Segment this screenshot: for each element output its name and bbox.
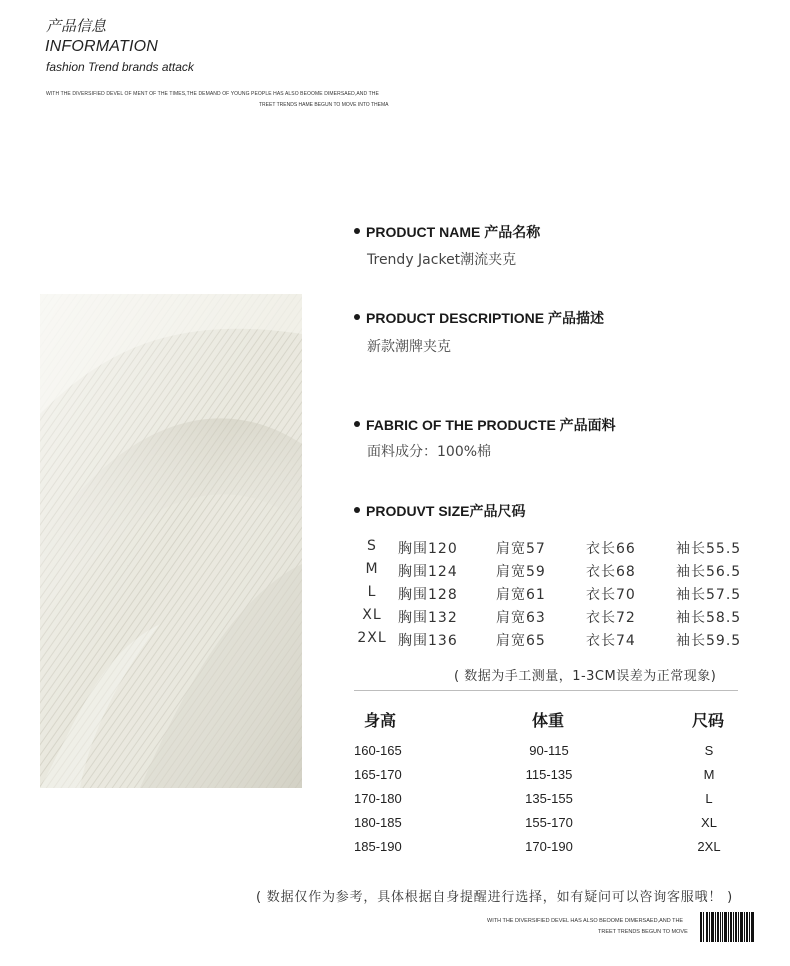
height-cell: 185-190 bbox=[354, 839, 402, 854]
chest-value: 胸围124 bbox=[398, 564, 458, 580]
bullet-icon bbox=[354, 228, 360, 234]
length-value: 衣长74 bbox=[586, 633, 636, 649]
chest-value: 胸围120 bbox=[398, 541, 458, 557]
header-height: 身高 bbox=[363, 711, 396, 730]
height-cell: 170-180 bbox=[354, 791, 402, 806]
size-row bbox=[354, 607, 754, 627]
sleeve-value: 袖长59.5 bbox=[676, 633, 742, 649]
bullet-icon bbox=[354, 314, 360, 320]
footer-small-text-2: TREET TRENDS BEGUN TO MOVE bbox=[598, 929, 688, 935]
product-description-label-text: PRODUCT DESCRIPTIONE 产品描述 bbox=[366, 310, 605, 326]
table-row bbox=[354, 791, 754, 809]
barcode-icon bbox=[700, 912, 754, 942]
size-row bbox=[354, 561, 754, 581]
length-value: 衣长72 bbox=[586, 610, 636, 626]
table-row bbox=[354, 743, 754, 761]
footer-small-text-1: WITH THE DIVERSIFIED DEVEL HAS ALSO BEOOME DIMERSAED,AND THE bbox=[487, 918, 684, 924]
size-value: XL bbox=[362, 607, 382, 623]
product-size-label bbox=[354, 501, 525, 521]
weight-cell: 155-170 bbox=[525, 815, 573, 830]
size-cell: S bbox=[704, 743, 714, 758]
fabric-photo bbox=[40, 294, 302, 788]
product-description-value: 新款潮牌夹克 bbox=[367, 339, 451, 355]
weight-cell: 90-115 bbox=[529, 743, 569, 758]
size-cell: XL bbox=[701, 815, 717, 830]
reference-note: ( 数据仅作为参考，具体根据自身提醒进行选择，如有疑问可以咨询客服哦！ ) bbox=[256, 890, 734, 905]
sleeve-value: 袖长56.5 bbox=[676, 564, 742, 580]
header-small-text-2: TREET TRENDS HAME BEGUN TO MOVE INTO THEMA bbox=[259, 102, 389, 108]
divider bbox=[354, 690, 738, 691]
table-row bbox=[354, 839, 754, 857]
shoulder-value: 肩宽57 bbox=[496, 541, 546, 557]
header-small-text-1: WITH THE DIVERSIFIED DEVEL OF MENT OF THE TIMES,THE DEMAND OF YOUNG PEOPLE HAS ALSO BEOOME DIMERSAED,AND THE bbox=[46, 91, 379, 97]
product-name-value: Trendy Jacket潮流夹克 bbox=[367, 252, 517, 268]
header-weight: 体重 bbox=[531, 711, 564, 730]
size-row bbox=[354, 584, 754, 604]
product-size-label-text: PRODUVT SIZE产品尺码 bbox=[366, 503, 526, 519]
weight-cell: 135-155 bbox=[525, 791, 573, 806]
size-value: M bbox=[365, 561, 379, 577]
bullet-icon bbox=[354, 421, 360, 427]
height-cell: 160-165 bbox=[354, 743, 402, 758]
shoulder-value: 肩宽59 bbox=[496, 564, 546, 580]
shoulder-value: 肩宽63 bbox=[496, 610, 546, 626]
table-row bbox=[354, 815, 754, 833]
sleeve-value: 袖长58.5 bbox=[676, 610, 742, 626]
height-cell: 180-185 bbox=[354, 815, 402, 830]
size-cell: M bbox=[703, 767, 715, 782]
shoulder-value: 肩宽65 bbox=[496, 633, 546, 649]
sleeve-value: 袖长55.5 bbox=[676, 541, 742, 557]
size-value: 2XL bbox=[357, 630, 387, 646]
fabric-label bbox=[354, 415, 616, 435]
weight-cell: 170-190 bbox=[525, 839, 573, 854]
product-description-label bbox=[354, 308, 604, 328]
size-value: S bbox=[367, 538, 377, 554]
weight-cell: 115-135 bbox=[525, 767, 573, 782]
shoulder-value: 肩宽61 bbox=[496, 587, 546, 603]
header-title-en: INFORMATION bbox=[45, 38, 159, 55]
table-row bbox=[354, 767, 754, 785]
product-name-label bbox=[354, 222, 540, 242]
chest-value: 胸围128 bbox=[398, 587, 458, 603]
chest-value: 胸围136 bbox=[398, 633, 458, 649]
size-cell: 2XL bbox=[697, 839, 721, 854]
sleeve-value: 袖长57.5 bbox=[676, 587, 742, 603]
size-row bbox=[354, 630, 754, 650]
length-value: 衣长66 bbox=[586, 541, 636, 557]
measurement-note: ( 数据为手工测量，1-3CM误差为正常现象) bbox=[454, 669, 717, 684]
size-value: L bbox=[367, 584, 377, 600]
chest-value: 胸围132 bbox=[398, 610, 458, 626]
fabric-label-text: FABRIC OF THE PRODUCTE 产品面料 bbox=[366, 417, 616, 433]
bullet-icon bbox=[354, 507, 360, 513]
header-tagline: fashion Trend brands attack bbox=[46, 60, 194, 74]
length-value: 衣长70 bbox=[586, 587, 636, 603]
header-size: 尺码 bbox=[691, 711, 724, 730]
height-cell: 165-170 bbox=[354, 767, 402, 782]
length-value: 衣长68 bbox=[586, 564, 636, 580]
product-name-label-text: PRODUCT NAME 产品名称 bbox=[366, 224, 541, 240]
header-title-cn: 产品信息 bbox=[46, 17, 107, 35]
fabric-value: 面料成分：100%棉 bbox=[367, 444, 492, 460]
size-row bbox=[354, 538, 754, 558]
size-cell: L bbox=[705, 791, 713, 806]
